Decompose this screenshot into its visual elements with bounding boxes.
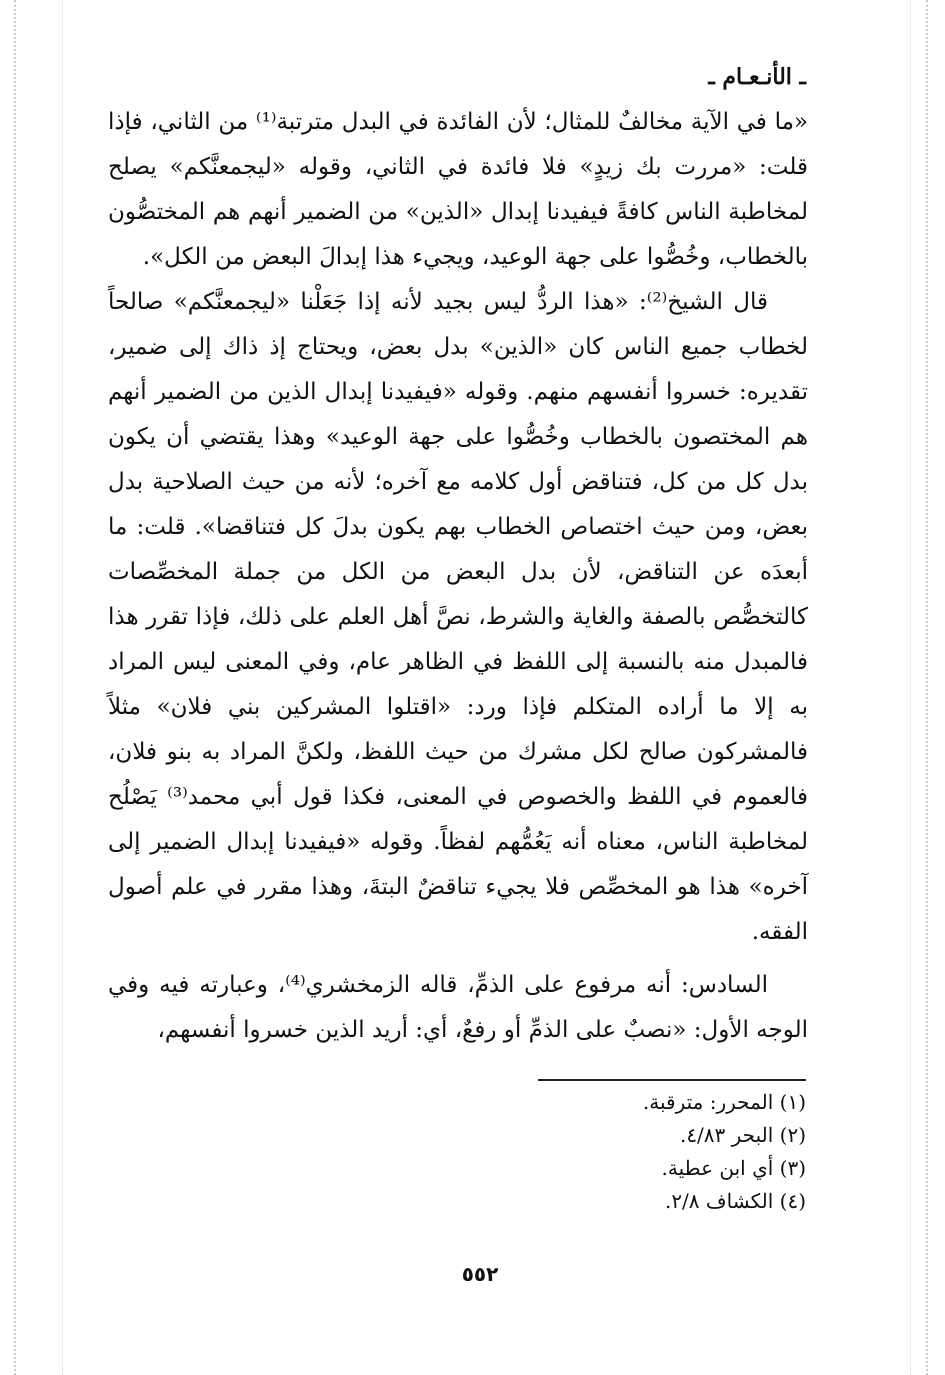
- running-head: ـ الأنـعـام ـ: [708, 64, 806, 90]
- scan-edge-dots-left-inner: [62, 0, 63, 1375]
- page-number: ٥٥٢: [461, 1262, 499, 1286]
- paragraph-2: قال الشيخ⁽²⁾: «هذا الردُّ ليس بجيد لأنه إذا جَعَلْنا «ليجمعنَّكم» صالحاً لخطاب جميع الناس كان «الذين» بدل بعض، ويحتاج إذ ذاك إلى ضمير، تقديره: خسروا أنفسهم منهم. وقوله «فيفيدنا إبدال الذين من الضمير أنهم هم المختصون بالخطاب وخُصُّوا على جهة الوعيد» وهذا يقتضي أن يكون بدل كل من كل، فتناقض أول كلامه مع آخره؛ لأنه من حيث الصلاحية بدل بعض، ومن حيث اختصاص الخطاب بهم يكون بدلَ كل فتناقضا». قلت: ما أبعدَه عن التناقض، لأن بدل البعض من الكل من جملة المخصِّصات كالتخصُّص بالصفة والغاية والشرط، نصَّ أهل العلم على ذلك، فإذا تقرر هذا فالمبدل منه بالنسبة إلى اللفظ في الظاهر عام، وفي المعنى ليس المراد به إلا ما أراده المتكلم فإذا ورد: «اقتلوا المشركين بني فلان» مثلاً فالمشركون صالح لكل مشرك من حيث اللفظ، ولكنَّ المراد به بنو فلان، فالعموم في اللفظ والخصوص في المعنى، فكذا قول أبي محمد⁽³⁾ يَصْلُح لمخاطبة الناس، معناه أنه يَعُمُّهم لفظاً. وقوله «فيفيدنا إبدال الضمير إلى آخره» هذا هو المخصِّص فلا يجيء تناقضٌ البتةَ، وهذا مقرر في علم أصول الفقه.: [108, 289, 808, 945]
- paragraph-1: «ما في الآية مخالفٌ للمثال؛ لأن الفائدة في البدل مترتبة⁽¹⁾ من الثاني، فإذا قلت: «مررت بك زيدٍ» فلا فائدة في الثاني، وقوله «ليجمعنَّكم» يصلح لمخاطبة الناس كافةً فيفيدنا إبدال «الذين» من الضمير أنهم هم المختصُّون بالخطاب، وخُصُّوا على جهة الوعيد، ويجيء هذا إبدالَ البعض من الكل».: [108, 109, 808, 270]
- body-text: [108, 100, 808, 1053]
- paragraph-3: السادس: أنه مرفوع على الذمِّ، قاله الزمخشري⁽⁴⁾، وعبارته فيه وفي الوجه الأول: «نصبٌ على الذمِّ أو رفعٌ، أي: أريد الذين خسروا أنفسهم،: [108, 972, 808, 1043]
- footnote-separator: [538, 1079, 806, 1081]
- footnotes: [470, 1086, 806, 1218]
- footnote-1: (١) المحرر: مترقبة.: [642, 1090, 806, 1114]
- footnote-4: (٤) الكشاف ٢/٨.: [664, 1189, 806, 1213]
- scan-edge-dots-left: [14, 0, 16, 1375]
- scan-edge-dots-right: [926, 0, 928, 1375]
- footnote-3: (٣) أي ابن عطية.: [661, 1156, 806, 1180]
- footnote-2: (٢) البحر ٤/٨٣.: [679, 1123, 806, 1147]
- scan-edge-dots-right-inner: [910, 0, 911, 1375]
